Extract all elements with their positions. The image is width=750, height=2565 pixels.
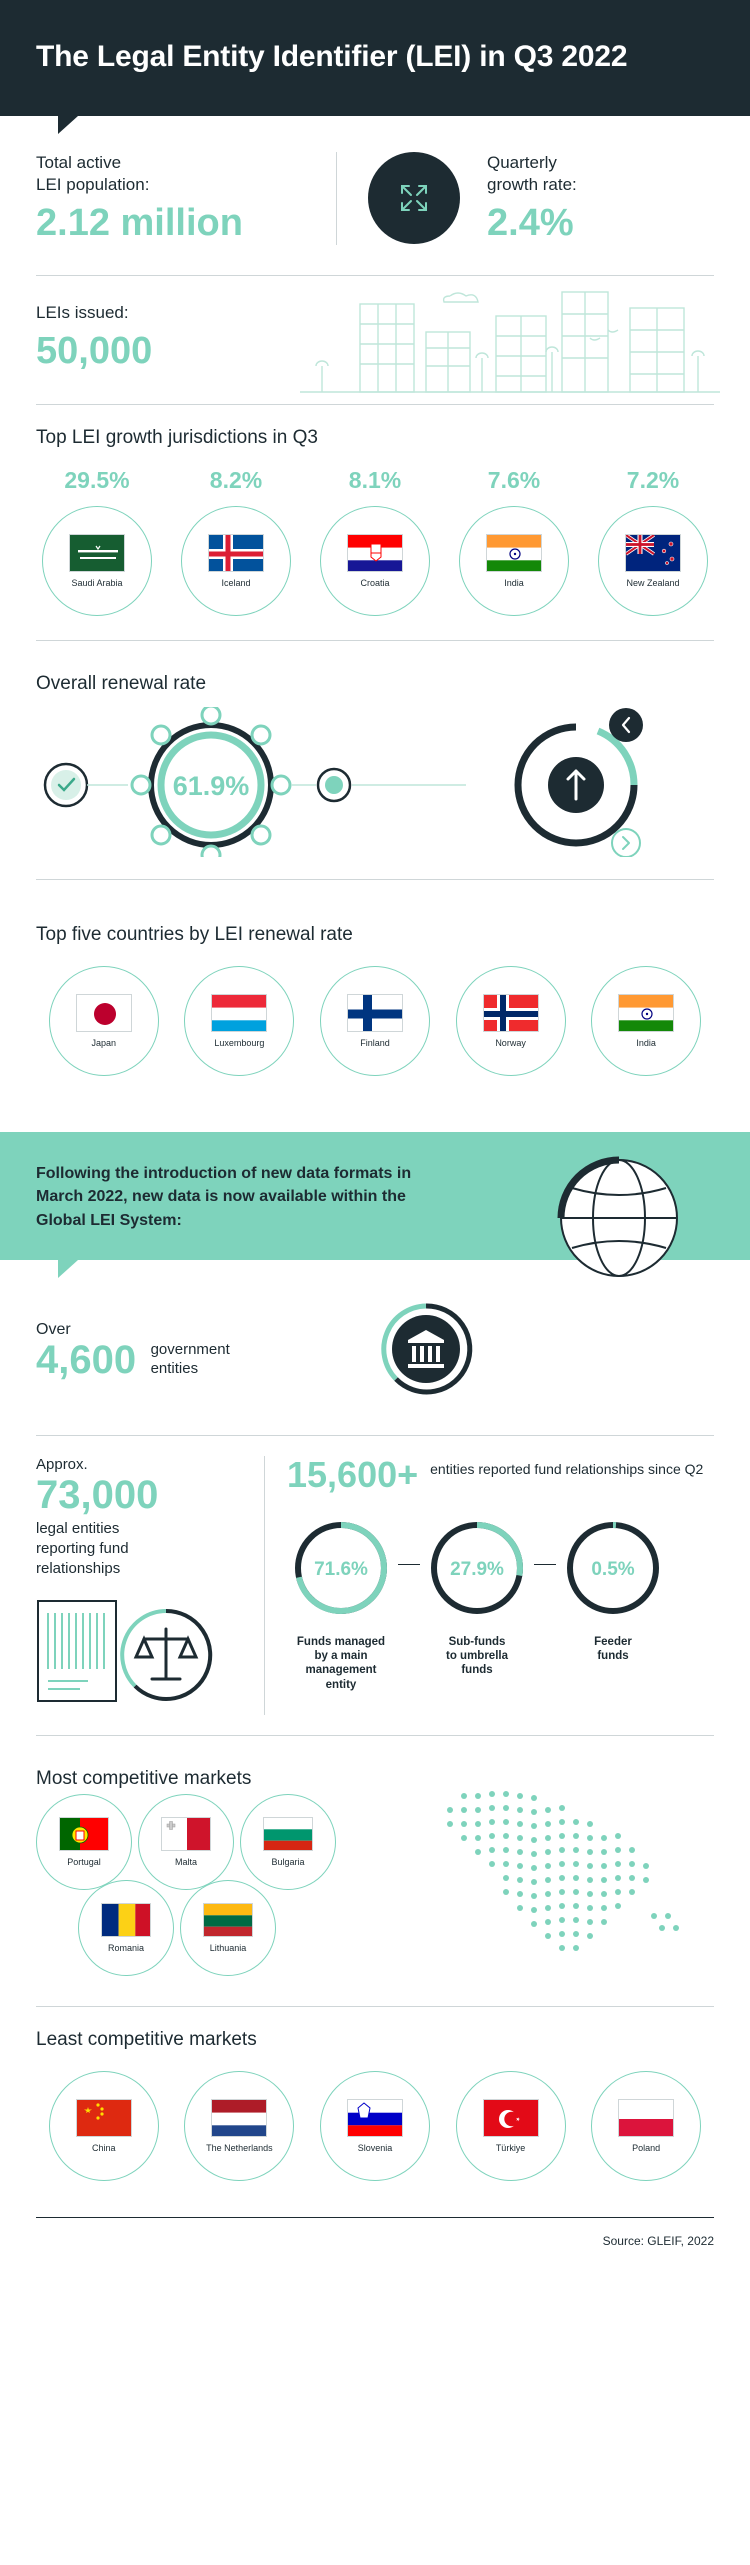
population-label-2: LEI population: (36, 175, 150, 195)
flag-japan (76, 994, 132, 1032)
flag-luxembourg (211, 994, 267, 1032)
country-name: Iceland (221, 577, 251, 588)
flag-china (76, 2099, 132, 2137)
funds-desc (36, 1519, 246, 1580)
renewal-countries-title: Top five countries by LEI renewal rate (36, 924, 353, 946)
government-over-label: Over (36, 1321, 71, 1339)
flag-india (618, 994, 674, 1032)
donut-item (423, 1516, 531, 1678)
renewal-section (36, 641, 714, 879)
funds-approx-label: Approx. (36, 1455, 88, 1473)
growth-value: 2.4% (487, 202, 574, 245)
funds-right (264, 1453, 714, 1716)
country-circle (459, 506, 569, 616)
banner-notch (58, 1260, 78, 1278)
country-name: Romania (107, 1943, 145, 1954)
country-circle (49, 966, 159, 1076)
flag-malta (161, 1817, 211, 1851)
country-circle (78, 1880, 174, 1976)
growth-item (592, 467, 714, 616)
flag-portugal (59, 1817, 109, 1851)
country-name: Malta (174, 1857, 197, 1868)
most-competitive-section (36, 1736, 714, 1984)
country-circle (320, 966, 430, 1076)
flag-india (486, 534, 542, 572)
funds-desc-1: legal entities (36, 1519, 120, 1537)
growth-jurisdictions-title: Top LEI growth jurisdictions in Q3 (36, 427, 318, 449)
country-circle (184, 966, 294, 1076)
header (0, 0, 750, 116)
flag-romania (101, 1903, 151, 1937)
least-competitive-section (36, 2007, 714, 2282)
most-competitive-row-1 (36, 1794, 714, 1890)
svg-text:0.5%: 0.5% (591, 1558, 635, 1580)
funds-reported-text: entities reported fund relationships since Q2 (430, 1460, 704, 1477)
government-suffix-1: government (150, 1341, 230, 1359)
funds-desc-2: reporting fund (36, 1539, 129, 1557)
growth-label-2: growth rate: (487, 175, 577, 195)
source-text: Source: GLEIF, 2022 (602, 2234, 714, 2249)
population-block (36, 152, 336, 246)
government-value: 4,600 (36, 1338, 137, 1383)
growth-pct: 7.2% (626, 467, 680, 494)
country-circle (42, 506, 152, 616)
globe-icon (524, 1138, 714, 1293)
funds-left (36, 1456, 264, 1716)
issued-value: 50,000 (36, 330, 153, 373)
flag-turkiye (483, 2099, 539, 2137)
svg-text:27.9%: 27.9% (450, 1558, 504, 1580)
growth-pct: 29.5% (64, 467, 130, 494)
government-suffix (151, 1341, 230, 1379)
country-name: Türkiye (495, 2143, 526, 2154)
new-data-banner (0, 1132, 750, 1260)
country-circle (598, 506, 708, 616)
growth-pct: 8.1% (348, 467, 402, 494)
country-name: Slovenia (357, 2143, 393, 2154)
renewal-graphic (36, 707, 714, 857)
flag-bulgaria (263, 1817, 313, 1851)
growth-block (469, 152, 714, 246)
country-name: Croatia (360, 577, 390, 588)
bank-icon (366, 1294, 486, 1409)
country-circle (138, 1794, 234, 1890)
country-circle (181, 506, 291, 616)
funds-reported-head (287, 1453, 714, 1495)
vertical-divider (336, 152, 337, 246)
connector-dash (534, 1564, 556, 1565)
most-competitive-flags (36, 1794, 714, 1976)
country-name: India (636, 1037, 656, 1048)
flag-lithuania (203, 1903, 253, 1937)
page-title: The Legal Entity Identifier (LEI) in Q3 2022 (36, 40, 628, 73)
government-suffix-2: entities (150, 1360, 199, 1378)
flag-iceland (208, 534, 264, 572)
growth-pct: 7.6% (487, 467, 541, 494)
country-circle (320, 2071, 430, 2181)
header-notch (58, 116, 78, 134)
flag-saudi-arabia (69, 534, 125, 572)
country-name: Luxembourg (214, 1037, 265, 1048)
flag-slovenia (347, 2099, 403, 2137)
country-name: India (504, 577, 524, 588)
least-competitive-title: Least competitive markets (36, 2029, 257, 2051)
country-circle (456, 2071, 566, 2181)
connector-dash (398, 1564, 420, 1565)
country-name: Poland (632, 2143, 661, 2154)
growth-jurisdictions-section (36, 405, 714, 640)
most-competitive-row-2 (78, 1880, 714, 1976)
country-name: Japan (91, 1037, 117, 1048)
country-circle (456, 966, 566, 1076)
country-name: China (92, 2143, 116, 2154)
population-value: 2.12 million (36, 202, 243, 245)
banner-text: Following the introduction of new data formats in March 2022, new data is now available within the Global LEI System: (36, 1165, 412, 1229)
country-circle (36, 1794, 132, 1890)
country-circle (320, 506, 430, 616)
growth-item (175, 467, 297, 616)
documents-scales-illustration (36, 1595, 246, 1715)
growth-pct: 8.2% (209, 467, 263, 494)
funds-desc-3: relationships (36, 1560, 121, 1578)
least-competitive-row (36, 2055, 714, 2191)
country-circle (591, 2071, 701, 2181)
country-name: Saudi Arabia (71, 577, 123, 588)
flag-netherlands (211, 2099, 267, 2137)
flag-poland (618, 2099, 674, 2137)
country-name: Finland (360, 1037, 390, 1048)
renewal-flag-row (36, 950, 714, 1080)
donut-label: Sub-funds to umbrella funds (446, 1635, 508, 1677)
leis-issued-section (36, 276, 714, 404)
flag-new-zealand (625, 534, 681, 572)
funds-section (36, 1436, 714, 1736)
issued-label: LEIs issued: (36, 303, 129, 323)
country-name: The Netherlands (206, 2143, 273, 2154)
country-circle (240, 1794, 336, 1890)
country-name: New Zealand (626, 577, 680, 588)
country-name: Portugal (67, 1857, 101, 1868)
donut-label: Funds managed by a main management entity (296, 1635, 386, 1691)
donut-label: Feeder funds (594, 1635, 632, 1662)
population-label-1: Total active (36, 152, 122, 172)
country-name: Norway (495, 1037, 526, 1048)
growth-flag-row (36, 453, 714, 640)
flag-croatia (347, 534, 403, 572)
growth-label-1: Quarterly (487, 152, 557, 172)
country-circle (180, 1880, 276, 1976)
growth-item (453, 467, 575, 616)
svg-text:71.6%: 71.6% (314, 1558, 368, 1580)
country-name: Lithuania (209, 1943, 247, 1954)
donut-item (559, 1516, 667, 1664)
funds-reported-value: 15,600+ (287, 1453, 419, 1495)
expand-icon-wrap (359, 152, 469, 244)
growth-item (314, 467, 436, 616)
expand-arrows-icon (368, 152, 460, 244)
donut-item (287, 1516, 395, 1693)
country-circle (49, 2071, 159, 2181)
renewal-title: Overall renewal rate (36, 673, 207, 695)
renewal-value-text: 61.9% (172, 771, 250, 802)
country-circle (591, 966, 701, 1076)
flag-finland (347, 994, 403, 1032)
funds-value: 73,000 (36, 1472, 159, 1517)
population-section (36, 116, 714, 276)
renewal-countries-section (36, 880, 714, 1106)
funds-donut-row (287, 1516, 714, 1693)
country-name: Bulgaria (271, 1857, 305, 1868)
flag-norway (483, 994, 539, 1032)
most-competitive-title: Most competitive markets (36, 1768, 252, 1790)
growth-item (36, 467, 158, 616)
country-circle (184, 2071, 294, 2181)
